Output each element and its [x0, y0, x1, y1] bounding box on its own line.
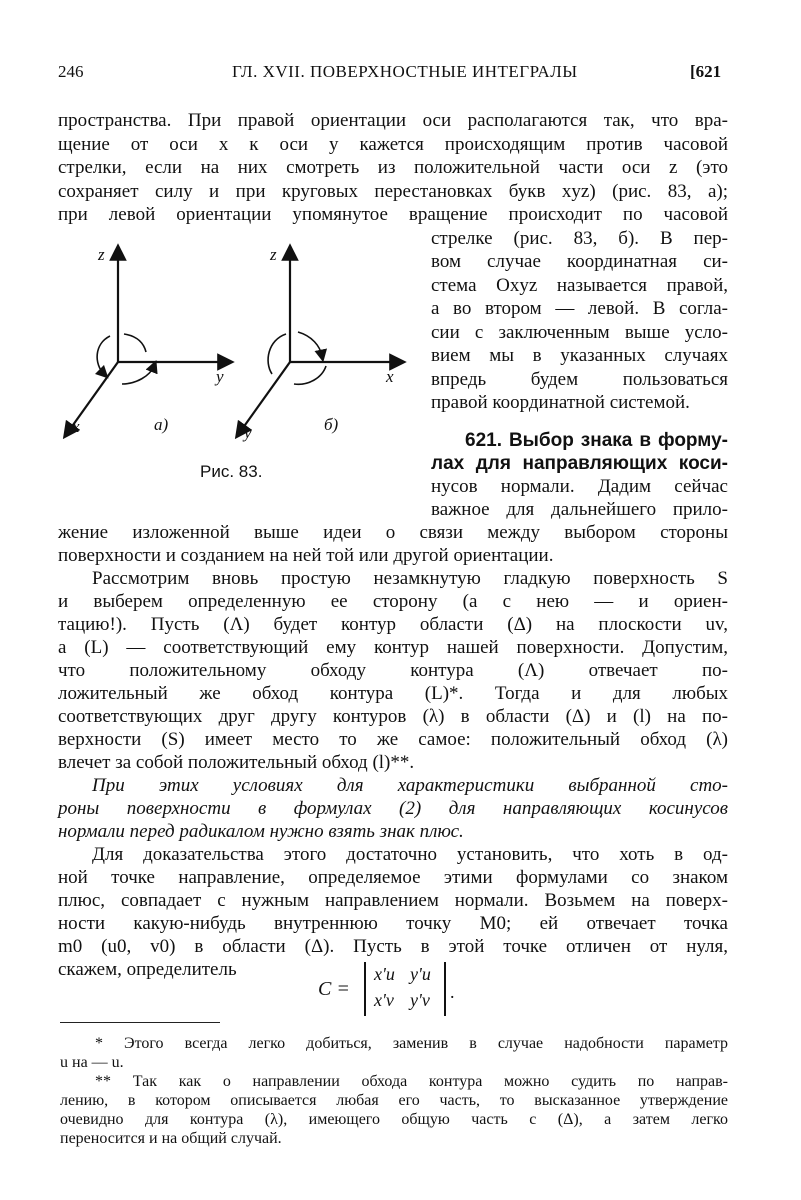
- text-line: ложительный же обход контура (L)*. Тогда и для любых: [58, 683, 728, 704]
- footnote-line: лению, в котором описывается любая его часть, то высказанное утверждение: [60, 1092, 728, 1109]
- text-line: ной точке направление, определяемое этими формулами со знаком: [58, 867, 728, 888]
- matrix-cell-yv: y'v: [410, 990, 430, 1010]
- text-line: щение от оси x к оси y кажется происходящим против часовой: [58, 134, 728, 155]
- page-number: 246: [58, 62, 84, 81]
- footnote-line: u на — u.: [60, 1054, 124, 1071]
- text-line: а во втором — левой. В согла-: [431, 298, 728, 319]
- rotation-arc-a-right: [124, 334, 146, 352]
- figure-part-b: б): [324, 415, 339, 434]
- footnote-line: * Этого всегда легко добиться, заменив в случае надобности параметр: [95, 1035, 728, 1052]
- text-line: вом случае координатная си-: [431, 251, 728, 272]
- text-line: стрелке (рис. 83, б). В пер-: [431, 228, 728, 249]
- figure-a-axes: [68, 252, 226, 432]
- text-line: ности какую-нибудь внутреннюю точку M0; ей отвечает точка: [58, 913, 728, 934]
- text-line: тацию!). Пусть (Λ) будет контур области (Δ) на плоскости uv,: [58, 614, 728, 635]
- label-x-a: x: [72, 417, 80, 436]
- text-line: нусов нормали. Дадим сейчас: [431, 476, 728, 497]
- text-line: стрелки, если на них смотреть из положительной части оси z (это: [58, 157, 728, 178]
- rotation-arc-b-bottom: [294, 366, 326, 384]
- footnote-line: очевидно для контура (λ), имеющего общую часть с (Δ), а затем легко: [60, 1111, 728, 1128]
- text-line: а (L) — соответствующий ему контур нашей поверхности. Допустим,: [58, 637, 728, 658]
- text-line: сохраняет силу и при круговых перестановках букв xyz) (рис. 83, а);: [58, 181, 728, 202]
- figure-part-a: а): [154, 415, 169, 434]
- text-line: скажем, определитель: [58, 959, 237, 980]
- label-x-b: x: [386, 367, 394, 386]
- chapter-title: ГЛ. XVII. ПОВЕРХНОСТНЫЕ ИНТЕГРАЛЫ: [232, 62, 578, 81]
- figure-coordinate-systems: [58, 240, 418, 455]
- text-line: жение изложенной выше идеи о связи между выбором стороны: [58, 522, 728, 543]
- matrix-cell-xv: x'v: [374, 990, 394, 1010]
- text-line: поверхности и созданием на ней той или другой ориентации.: [58, 545, 554, 566]
- det-bar-left: [364, 962, 366, 1016]
- text-line: При этих условиях для характеристики выбранной сто-: [92, 775, 728, 796]
- text-line: сии с заключенным выше усло-: [431, 322, 728, 343]
- text-line: нормали перед радикалом нужно взять знак плюс.: [58, 821, 464, 842]
- y-axis-b: [240, 362, 290, 432]
- rotation-arc-a-left: [97, 336, 110, 374]
- text-line: Рассмотрим вновь простую незамкнутую гладкую поверхность S: [92, 568, 728, 589]
- label-y-b: y: [244, 423, 252, 442]
- section-heading: лах для направляющих коси-: [431, 453, 728, 474]
- matrix-cell-yu: y'u: [410, 964, 431, 984]
- det-bar-right: [444, 962, 446, 1016]
- label-z-a: z: [98, 245, 105, 264]
- section-reference: [621: [690, 62, 722, 81]
- text-line: впредь будем пользоваться: [431, 369, 728, 390]
- footnote-rule: [60, 1022, 220, 1023]
- text-line: пространства. При правой ориентации оси располагаются так, что вра-: [58, 110, 728, 131]
- formula-lhs: C =: [318, 978, 350, 1000]
- rotation-arc-a-bottom: [122, 366, 154, 384]
- text-line: соответствующих друг другу контуров (λ) в области (Δ) и (l) на по-: [58, 706, 728, 727]
- text-line: и выберем определенную ее сторону (а с нею — и ориен-: [58, 591, 728, 612]
- label-z-b: z: [270, 245, 277, 264]
- text-line: плюс, совпадает с нужным направлением нормали. Возьмем на поверх-: [58, 890, 728, 911]
- rotation-arc-b-right: [298, 332, 322, 356]
- text-line: при левой ориентации упомянутое вращение происходит по часовой: [58, 204, 728, 225]
- label-y-a: y: [216, 367, 224, 386]
- text-line: правой координатной системой.: [431, 392, 690, 413]
- text-line: m0 (u0, v0) в области (Δ). Пусть в этой точке отличен от нуля,: [58, 936, 728, 957]
- text-line: стема Oxyz называется правой,: [431, 275, 728, 296]
- determinant-formula: [318, 958, 468, 1022]
- text-line: что положительному обходу контура (Λ) отвечает по-: [58, 660, 728, 681]
- rotation-arc-b-left: [268, 334, 286, 374]
- text-line: важное для дальнейшего прило-: [431, 499, 728, 520]
- formula-period: .: [450, 982, 455, 1002]
- section-heading: 621. Выбор знака в форму-: [465, 430, 728, 451]
- text-line: роны поверхности в формулах (2) для направляющих косинусов: [58, 798, 728, 819]
- text-line: Для доказательства этого достаточно установить, что хоть в од-: [92, 844, 728, 865]
- text-line: вием мы в указанных случаях: [431, 345, 728, 366]
- footnote-line: переносится и на общий случай.: [60, 1130, 282, 1147]
- text-line: влечет за собой положительный обход (l)**.: [58, 752, 415, 773]
- figure-caption: Рис. 83.: [200, 462, 263, 481]
- text-line: верхности (S) имеет место то же самое: положительный обход (λ): [58, 729, 728, 750]
- footnote-line: ** Так как о направлении обхода контура можно судить по направ-: [95, 1073, 728, 1090]
- figure-b-axes: [240, 252, 398, 432]
- matrix-cell-xu: x'u: [374, 964, 395, 984]
